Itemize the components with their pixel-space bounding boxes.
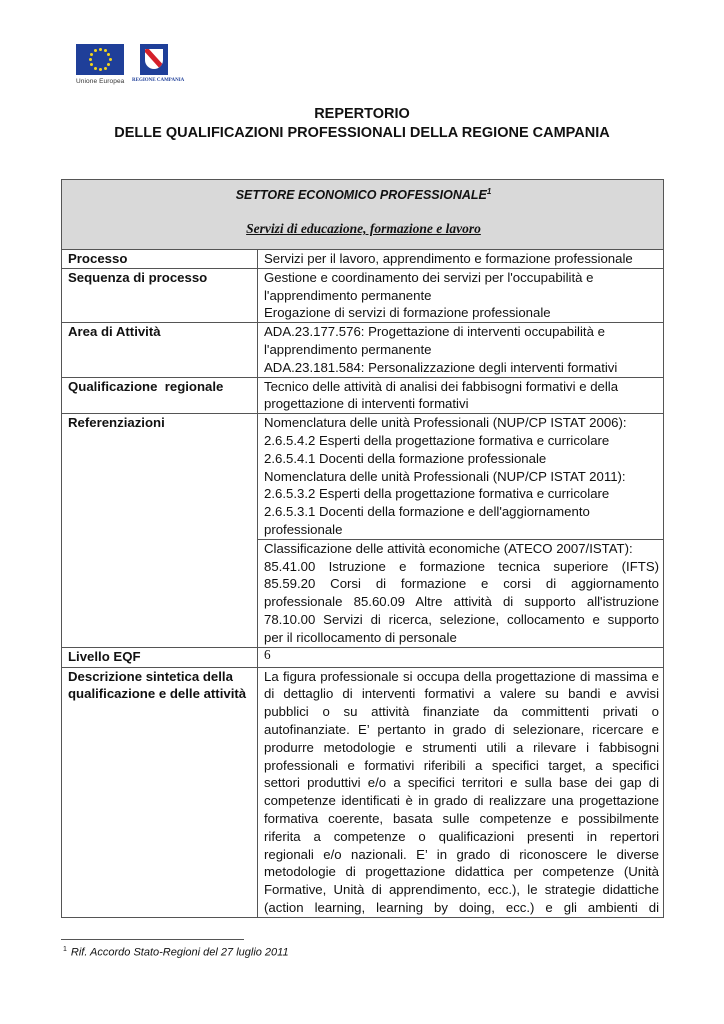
- sector-header-cell: [62, 180, 664, 250]
- table-row-referenziazioni: [62, 414, 664, 540]
- row-value-ateco: [258, 539, 664, 647]
- eu-star-icon: [94, 49, 97, 52]
- value-line: l'apprendimento permanente: [264, 341, 432, 357]
- eqf-label-text: Livello EQF: [68, 648, 141, 664]
- value-line: pubblici o su attività finanziate da committenti privati o: [264, 704, 660, 720]
- row-label-referenziazioni: Referenziazioni: [62, 414, 258, 647]
- sector-value: Servizi di educazione, formazione e lavoro: [246, 220, 481, 236]
- value-line: di dettaglio di interventi formativi a valere su bandi e avvisi: [264, 686, 660, 702]
- table-row-sequenza: [62, 268, 664, 322]
- value-line: professionale: [264, 521, 343, 537]
- row-label-descrizione: [62, 667, 258, 917]
- value-line: regionali e/o nazionali. E’ in grado di riconoscere le diverse: [264, 846, 660, 862]
- sector-label: SETTORE ECONOMICO PROFESSIONALE$^1$: [235, 187, 492, 203]
- value-line: l'apprendimento permanente: [264, 287, 432, 303]
- eu-star-icon: [99, 68, 102, 71]
- label-line: qualificazione e delle attività: [68, 686, 247, 702]
- value-line: 85.41.00 Istruzione e formazione tecnica superiore (IFTS): [264, 558, 660, 574]
- value-line: Servizi per il lavoro, apprendimento e formazione professionale: [264, 251, 633, 266]
- footnote-separator: [61, 939, 244, 940]
- table-row-processo: [62, 250, 664, 269]
- value-line: autofinanziate. E’ pertanto in grado di selezionare, ricercare e: [264, 721, 660, 737]
- value-line: Gestione e coordinamento dei servizi per l'occupabilità e: [264, 269, 594, 285]
- value-line: 78.10.00 Servizi di ricerca, selezione, collocamento e supporto: [264, 611, 660, 627]
- value-line: 2.6.5.4.2 Esperti della progettazione formativa e curricolare: [264, 432, 610, 448]
- value-line: La figura professionale si occupa della progettazione di massima e: [264, 668, 660, 684]
- value-line: Erogazione di servizi di formazione professionale: [264, 305, 551, 321]
- eqf-value: 6: [264, 646, 271, 662]
- value-line: Formative, Unità di apprendimento, ecc.), le strategie didattiche: [264, 882, 660, 898]
- value-line: professionale 85.60.09 Altre attività di supporto all'istruzione: [264, 594, 660, 610]
- row-label-qualificazione: Qualificazione regionale: [62, 377, 258, 414]
- region-logo-label: REGIONE CAMPANIA: [132, 78, 185, 83]
- value-line: 2.6.5.3.2 Esperti della progettazione formativa e curricolare: [264, 486, 610, 502]
- row-value-nup: [258, 414, 664, 540]
- eu-star-icon: [104, 67, 107, 70]
- table-row-descrizione: [62, 667, 664, 917]
- value-line: metodologie di progettazione didattica per competenze (Unità: [264, 864, 660, 880]
- value-line: Nomenclatura delle unità Professionali (NUP/CP ISTAT 2011):: [264, 468, 626, 484]
- eu-star-icon: [107, 53, 110, 56]
- row-value-processo: [258, 250, 664, 269]
- value-line: formativa coerente, basata sulle competenze e possibilmente: [264, 810, 660, 826]
- table-header-row: [62, 180, 664, 250]
- qualification-table: [61, 179, 664, 918]
- value-line: (action learning, learning by doing, ecc.) e gli ambienti di: [264, 899, 660, 915]
- value-line: settori produttivi e/o a specifici territori e sulla base dei gap di: [264, 775, 660, 791]
- document-title: REPERTORIO: [314, 106, 410, 122]
- value-line: Tecnico delle attività di analisi dei fabbisogni formativi e della: [264, 378, 619, 394]
- footnote: [63, 946, 289, 959]
- row-value-eqf: [258, 647, 664, 667]
- eu-flag-icon: [76, 44, 124, 75]
- value-line: Classificazione delle attività economiche (ATECO 2007/ISTAT):: [264, 540, 633, 556]
- value-line: ADA.23.177.576: Progettazione di interventi occupabilità e: [264, 324, 605, 340]
- table-row-qualificazione: [62, 377, 664, 414]
- table-row-area: [62, 323, 664, 377]
- eu-star-icon: [107, 63, 110, 66]
- row-label-eqf: [62, 647, 258, 667]
- value-line: Nomenclatura delle unità Professionali (NUP/CP ISTAT 2006):: [264, 415, 627, 431]
- eu-star-icon: [99, 48, 102, 51]
- value-line: 85.59.20 Corsi di formazione e corsi di aggiornamento: [264, 576, 660, 592]
- footnote-number: 1: [63, 946, 67, 953]
- row-value-sequenza: [258, 268, 664, 322]
- footnote-text: Rif. Accordo Stato-Regioni del 27 luglio 2011: [70, 946, 289, 959]
- eu-logo: [76, 44, 124, 85]
- campania-shield-icon: [140, 44, 168, 75]
- value-line: ADA.23.181.584: Personalizzazione degli interventi formativi: [264, 359, 618, 375]
- table-row-eqf: [62, 647, 664, 667]
- eu-star-icon: [89, 58, 92, 61]
- row-label-processo: Processo: [62, 250, 258, 269]
- eu-star-icon: [90, 53, 93, 56]
- value-line: progettazione di interventi formativi: [264, 396, 469, 412]
- value-line: professionali e formativi riferibili a specifici target, a specifici: [264, 757, 660, 773]
- eu-logo-label: Unione Europea: [76, 78, 125, 85]
- value-line: per il ricollocamento di personale: [264, 629, 457, 645]
- row-value-area: [258, 323, 664, 377]
- document-subtitle: DELLE QUALIFICAZIONI PROFESSIONALI DELLA REGIONE CAMPANIA: [114, 125, 610, 141]
- row-value-qualificazione: [258, 377, 664, 414]
- eu-star-icon: [104, 49, 107, 52]
- region-campania-logo: [132, 44, 185, 83]
- value-line: produrre metodologie e strumenti utili a rilevare i fabbisogni: [264, 739, 660, 755]
- eu-star-icon: [94, 67, 97, 70]
- value-line: riferita a competenze o qualificazioni presenti in repertori: [264, 828, 660, 844]
- row-value-descrizione: [258, 667, 664, 917]
- footnote-ref[interactable]: 1: [486, 187, 492, 196]
- value-line: 2.6.5.3.1 Docenti della formazione e dell'aggiornamento: [264, 504, 590, 520]
- eu-star-icon: [109, 58, 112, 61]
- row-label-area: Area di Attività: [62, 323, 258, 377]
- row-label-sequenza: Sequenza di processo: [62, 268, 258, 322]
- eu-star-icon: [90, 63, 93, 66]
- value-line: competenze identificati è in grado di realizzare una progettazione: [264, 793, 660, 809]
- label-line: Descrizione sintetica della: [68, 668, 233, 684]
- value-line: 2.6.5.4.1 Docenti della formazione professionale: [264, 450, 547, 466]
